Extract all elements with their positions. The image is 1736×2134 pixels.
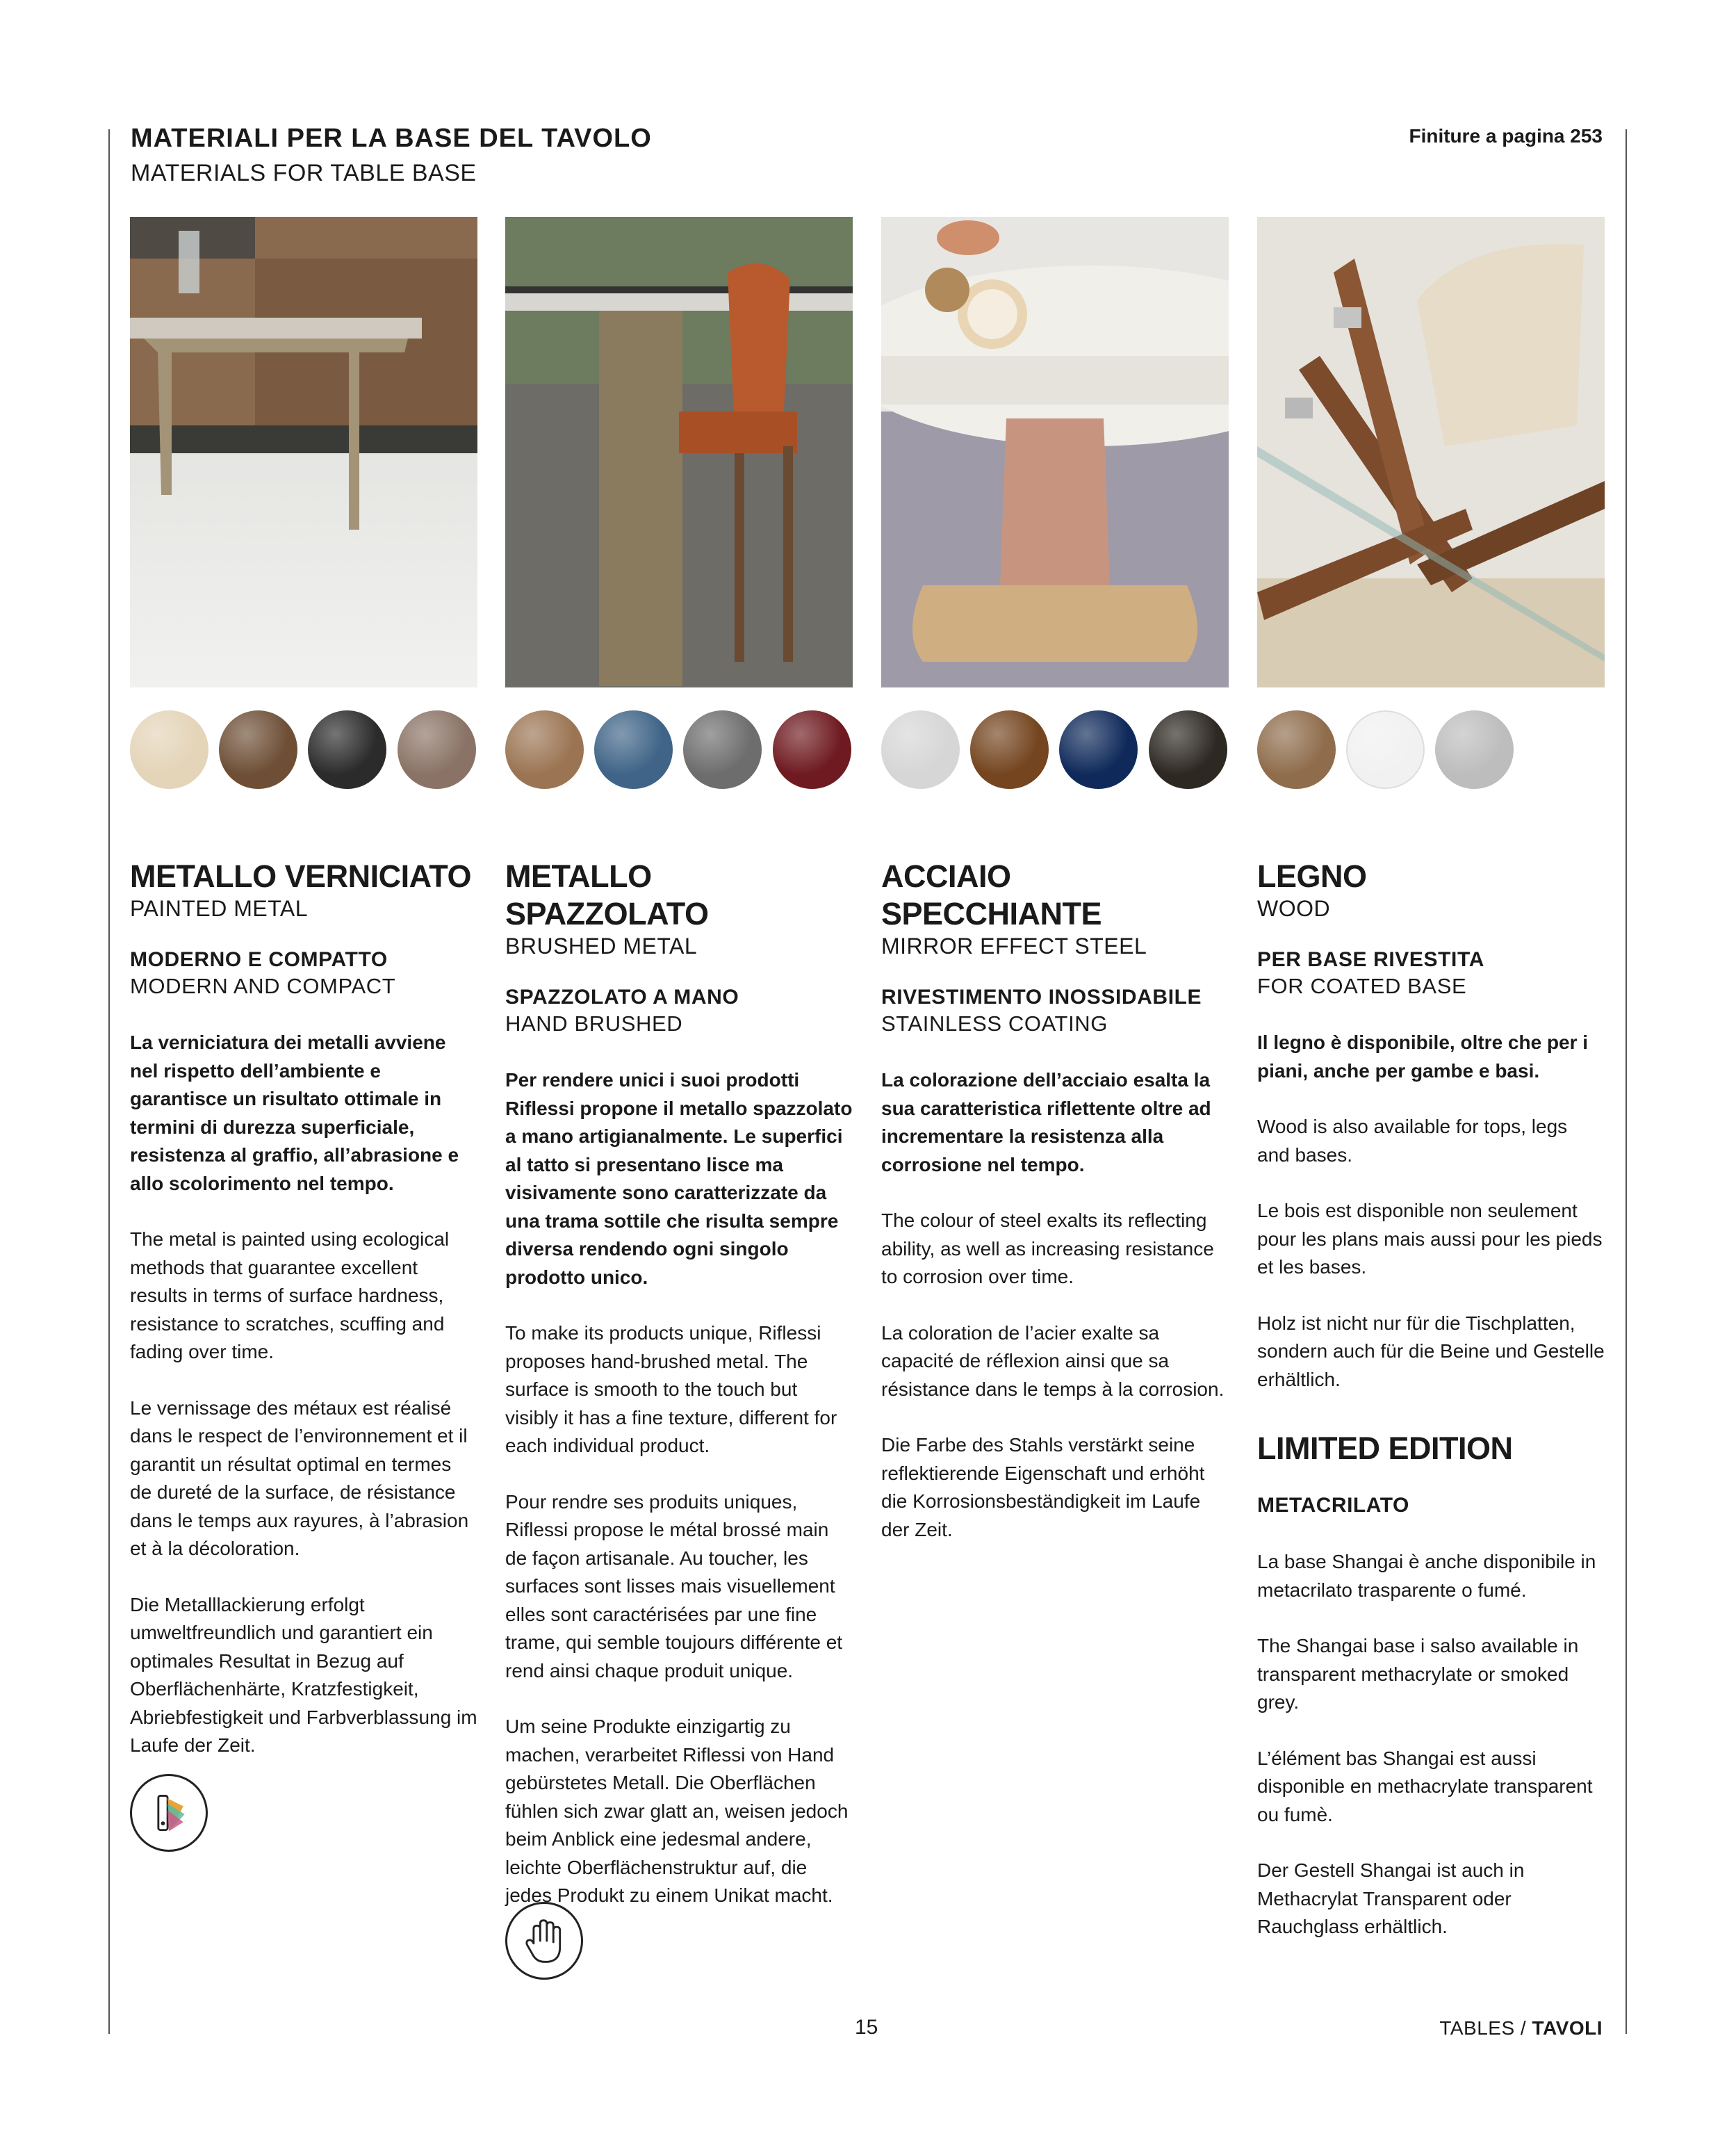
photo-mirror-steel (881, 217, 1229, 687)
feature-title: PER BASE RIVESTITA (1257, 948, 1484, 971)
column-painted-metal (130, 858, 477, 1760)
text-it: La verniciatura dei metalli avviene nel rispetto dell’ambiente e garantisce un risultato ottimale in termini di durezza superficiale, resistenza al graffio, all’abrasione e allo scolorimento nel tempo. (130, 1032, 459, 1194)
swatch-color (1149, 710, 1227, 789)
text-it: La colorazione dell’acciaio esalta la sua caratteristica riflettente oltre ad incrementare la resistenza alla corrosione nel tempo. (881, 1069, 1211, 1175)
swatch-color (594, 710, 673, 789)
photo-brushed-metal (505, 217, 853, 687)
text-en: The metal is painted using ecological methods that guarantee excellent results in terms of surface hardness, resistance to scratches, scuffing and fading over time. (130, 1228, 450, 1362)
swatch-color (1346, 710, 1425, 789)
hand-icon (505, 1902, 583, 1980)
swatches-mirror-steel (881, 710, 1243, 790)
feature-subtitle: HAND BRUSHED (505, 1011, 683, 1036)
text-en: Wood is also available for tops, legs and bases. (1257, 1116, 1568, 1166)
swatch-color (1059, 710, 1138, 789)
swatch-color (130, 710, 208, 789)
column-mirror-steel (881, 858, 1229, 1544)
footer-section (1439, 2017, 1603, 2039)
limited-edition-title: LIMITED EDITION (1257, 1431, 1513, 1466)
text-de: Um seine Produkte einzigartig zu machen, verarbeitet Riflessi von Hand gebürstetes Metall. Die Oberflächen fühlen sich zwar glatt an, weisen jedoch beim Anblick eine jedesmal andere, leichte Oberflächenstruktur auf, die jedes Produkt zu einem Unikat macht. (505, 1716, 849, 1906)
section-title: ACCIAIO SPECCHIANTE (881, 858, 1102, 931)
photo-painted-metal (130, 217, 477, 687)
text-en: The colour of steel exalts its reflecting ability, as well as increasing resistance to corrosion over time. (881, 1209, 1214, 1287)
swatch-color (970, 710, 1049, 789)
swatch-color (308, 710, 386, 789)
finishes-reference: Finiture a pagina 253 (1409, 125, 1603, 147)
swatches-painted-metal (130, 710, 491, 790)
right-margin-line (1626, 129, 1627, 2034)
color-palette-icon (130, 1774, 208, 1852)
swatch-color (219, 710, 297, 789)
text-fr: La coloration de l’acier exalte sa capacité de réflexion ainsi que sa résistance dans le temps à la corrosion. (881, 1321, 1225, 1400)
swatch-color (773, 710, 851, 789)
feature-title: RIVESTIMENTO INOSSIDABILE (881, 986, 1202, 1009)
column-wood (1257, 858, 1605, 1941)
page-number: 15 (855, 2016, 878, 2039)
text-en: To make its products unique, Riflessi proposes hand-brushed metal. The surface is smooth to the touch but visibly it has a fine texture, different for each individual product. (505, 1322, 837, 1456)
text-it: Per rendere unici i suoi prodotti Riflessi propone il metallo spazzolato a mano artigianalmente. Le superfici al tatto si presentano lisce ma visivamente sono caratterizzate da una trama sottile che risulta sempre diversa rendendo ogni singolo prodotto unico. (505, 1069, 853, 1288)
text-de: Die Metalllackierung erfolgt umweltfreundlich und garantiert ein optimales Resultat in Bezug auf Oberflächenhärte, Kratzfestigkeit, Abriebfestigkeit und Farbverblassung im Laufe der Zeit. (130, 1593, 477, 1756)
footer-section-en: TABLES / (1439, 2017, 1532, 2039)
swatch-color (505, 710, 584, 789)
limited-text-it-end: . (1521, 1579, 1527, 1601)
section-subtitle: WOOD (1257, 896, 1331, 921)
feature-title: SPAZZOLATO A MANO (505, 986, 739, 1009)
feature-title: MODERNO E COMPATTO (130, 948, 388, 971)
limited-text-it (1257, 1548, 1605, 1604)
limited-text-it-bold: La base Shangai è anche disponibile in metacrilato trasparente o fumé (1257, 1551, 1596, 1601)
footer-section-it: TAVOLI (1532, 2017, 1603, 2039)
swatch-color (881, 710, 960, 789)
text-de: Die Farbe des Stahls verstärkt seine reflektierende Eigenschaft und erhöht die Korrosionsbeständigkeit im Laufe der Zeit. (881, 1434, 1205, 1540)
swatch-color (1435, 710, 1514, 789)
limited-edition-subtitle: METACRILATO (1257, 1494, 1409, 1517)
swatch-color (1257, 710, 1336, 789)
feature-subtitle: MODERN AND COMPACT (130, 974, 396, 998)
section-subtitle: BRUSHED METAL (505, 934, 698, 959)
feature-subtitle: STAINLESS COATING (881, 1011, 1108, 1036)
section-subtitle: PAINTED METAL (130, 896, 309, 921)
limited-text-de: Der Gestell Shangai ist auch in Methacrylat Transparent oder Rauchglass erhältlich. (1257, 1859, 1525, 1937)
limited-text-fr: L’élément bas Shangai est aussi disponible en methacrylate transparent ou fumè. (1257, 1747, 1593, 1825)
column-brushed-metal (505, 858, 853, 1910)
swatch-color (683, 710, 762, 789)
left-margin-line (108, 129, 110, 2034)
limited-text-en: The Shangai base i salso available in transparent methacrylate or smoked grey. (1257, 1635, 1579, 1713)
section-title: LEGNO (1257, 858, 1367, 894)
swatches-brushed-metal (505, 710, 867, 790)
page-subtitle: MATERIALS FOR TABLE BASE (131, 160, 477, 186)
section-subtitle: MIRROR EFFECT STEEL (881, 934, 1147, 959)
page-title: MATERIALI PER LA BASE DEL TAVOLO (131, 124, 652, 153)
section-title: METALLO SPAZZOLATO (505, 858, 709, 931)
text-fr: Pour rendre ses produits uniques, Riflessi propose le métal brossé main de façon artisanale. Au toucher, les surfaces sont lisses mais visuellement elles sont caractérisées par une fine trame, qui semble toujours différente et rend ainsi chaque produit unique. (505, 1490, 843, 1681)
text-fr: Le bois est disponible non seulement pour les plans mais aussi pour les pieds et les bases. (1257, 1200, 1603, 1278)
swatch-color (398, 710, 476, 789)
photo-wood (1257, 217, 1605, 687)
text-de: Holz ist nicht nur für die Tischplatten, sondern auch für die Beine und Gestelle erhältlich. (1257, 1312, 1605, 1390)
text-it: Il legno è disponibile, oltre che per i piani, anche per gambe e basi. (1257, 1032, 1589, 1082)
feature-subtitle: FOR COATED BASE (1257, 974, 1467, 998)
section-title: METALLO VERNICIATO (130, 858, 471, 894)
text-fr: Le vernissage des métaux est réalisé dans le respect de l’environnement et il garantit un résultat optimal en termes de dureté de la surface, de résistance dans le temps aux rayures, à l’abrasion et à la décoloration. (130, 1396, 469, 1559)
swatches-wood (1257, 710, 1619, 790)
